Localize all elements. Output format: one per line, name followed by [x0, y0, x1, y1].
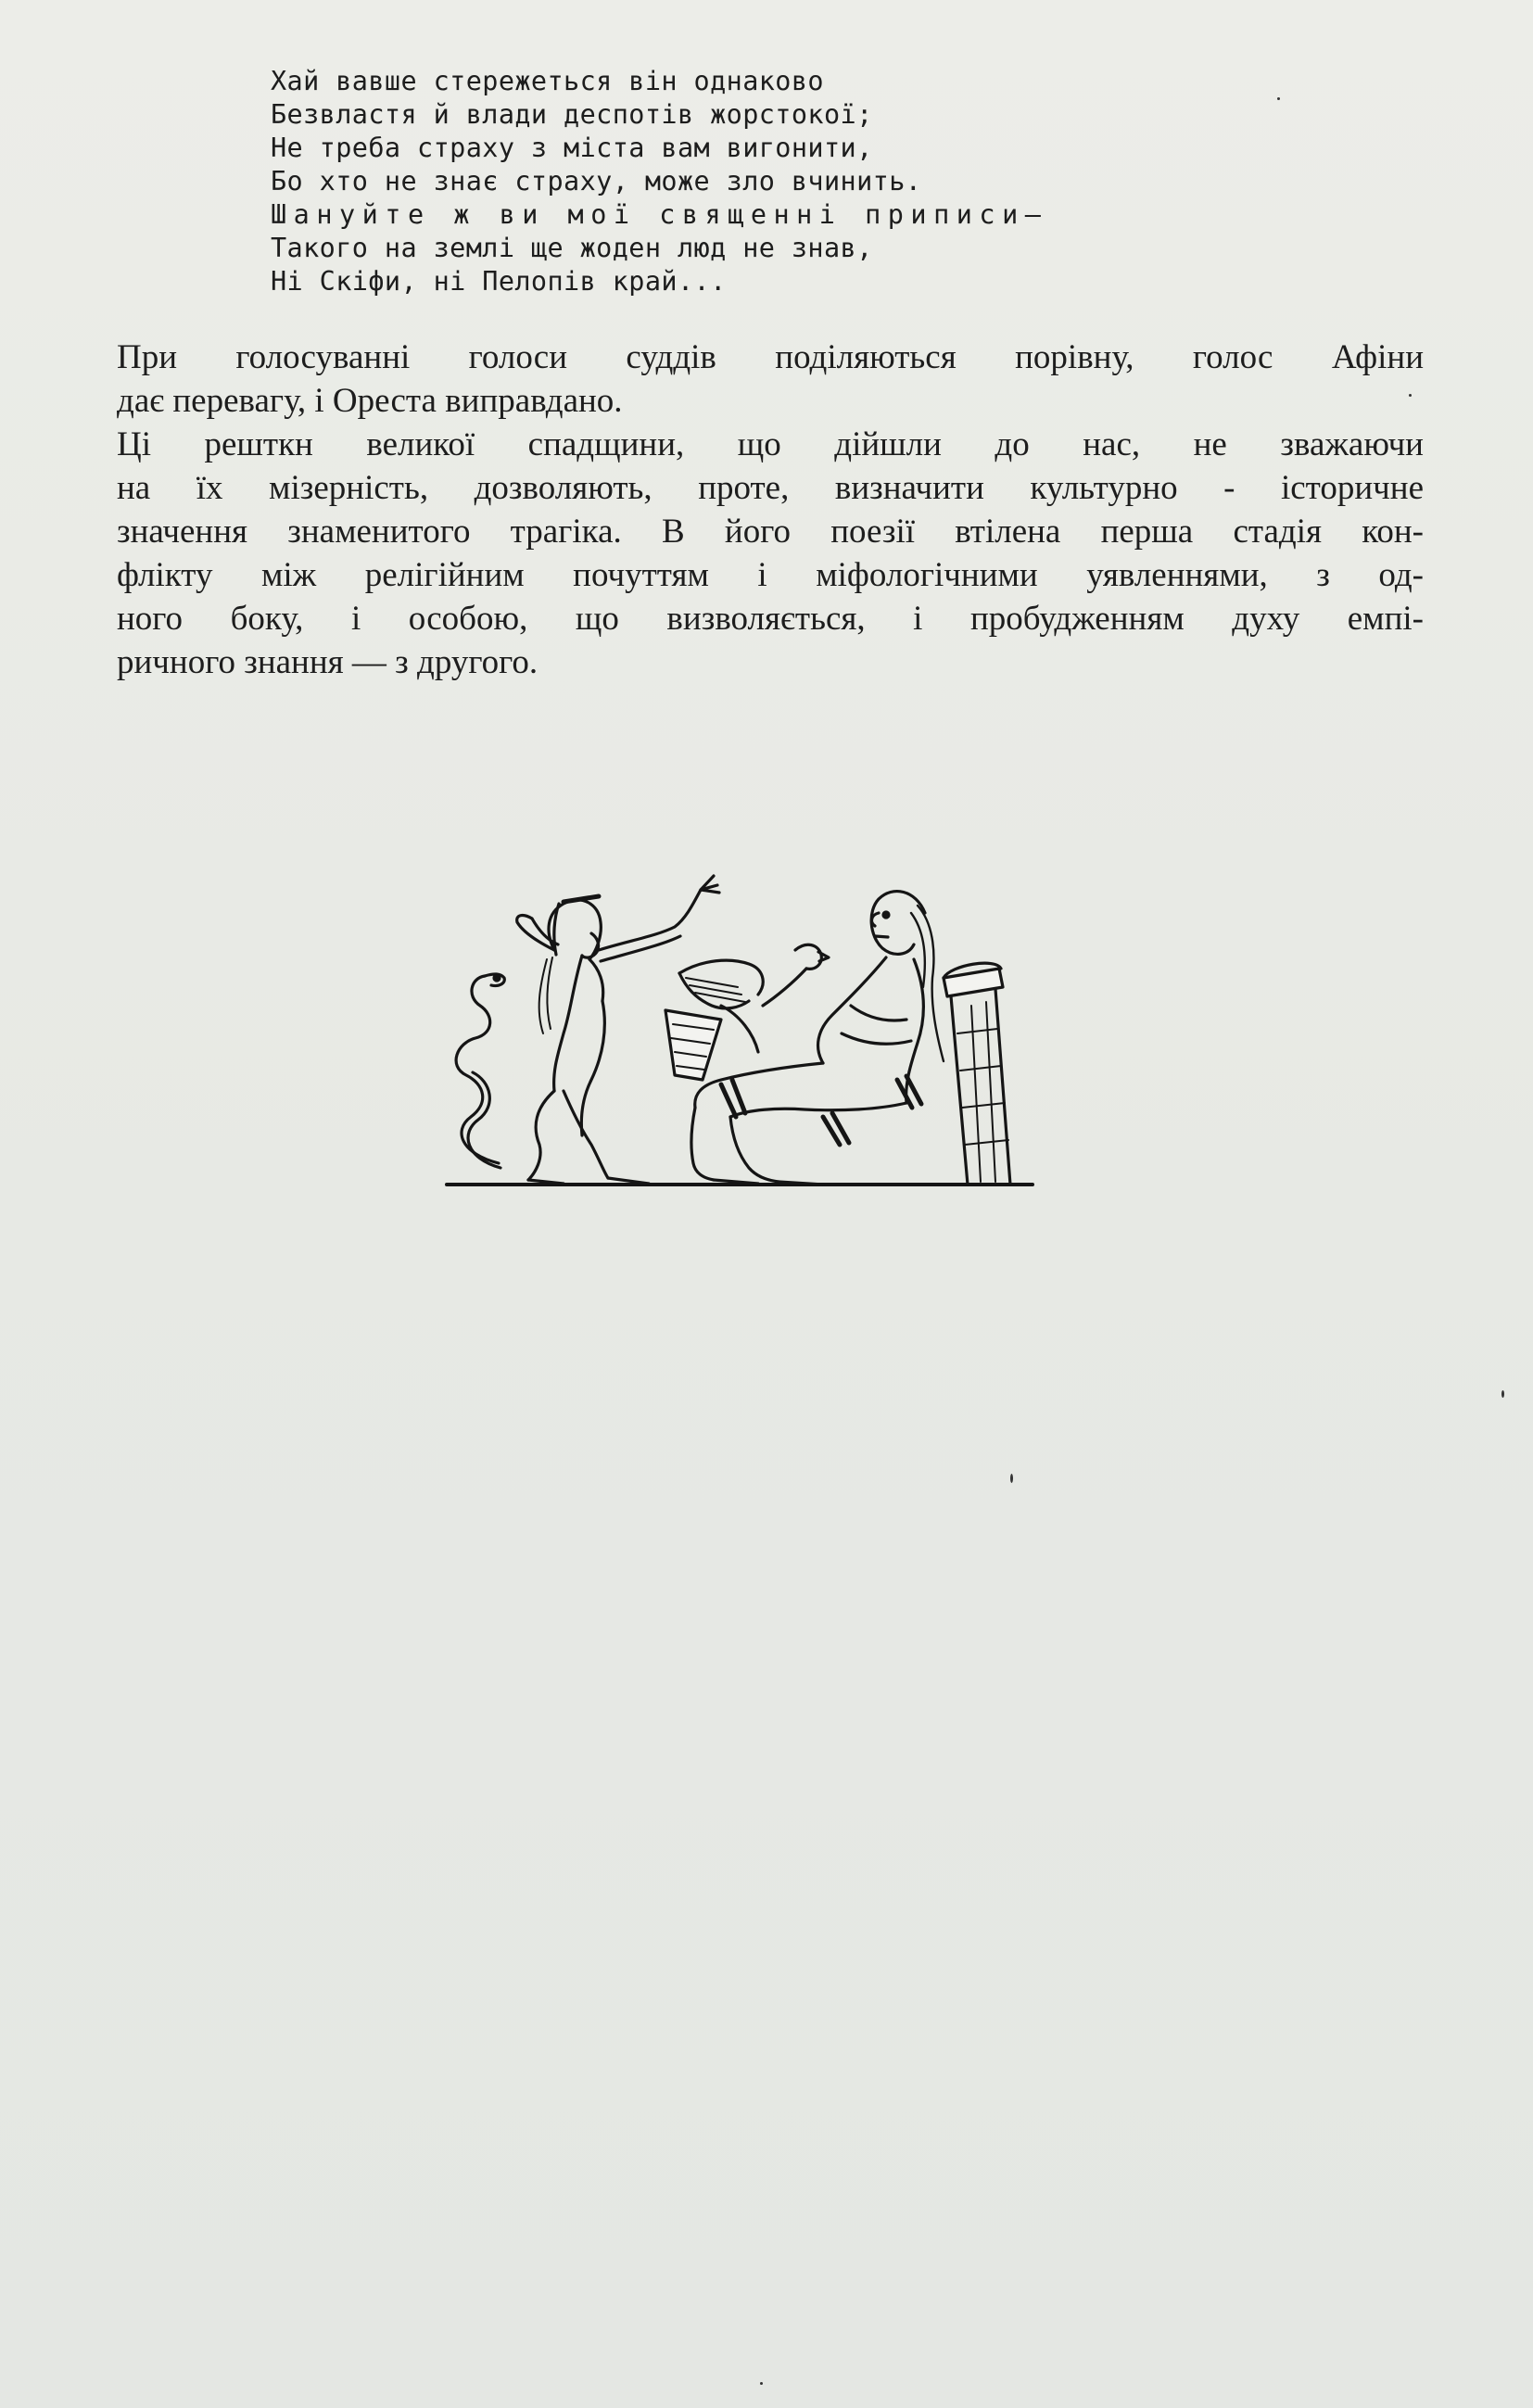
paper-speck — [760, 2382, 763, 2385]
text-line: ного боку, і особою, що визволяється, і пробудженням духу емпі- — [117, 600, 1424, 638]
paper-speck — [1501, 1390, 1504, 1398]
prose-block — [117, 336, 1424, 684]
text-line: ричного знання — з другого. — [117, 643, 538, 681]
prometheus-vase-painting-icon — [443, 848, 1036, 1186]
verse-line: Не треба страху з міста вам вигонити, — [271, 133, 873, 163]
text-line: значення знаменитого трагіка. В його поезії втілена перша стадія кон- — [117, 513, 1424, 551]
text-line: флікту між релігійним почуттям і міфологічними уявленнями, з од- — [117, 556, 1424, 594]
verse-line: Шануйте ж ви мої священні приписи— — [271, 199, 1048, 230]
paragraph-legacy — [117, 423, 1424, 684]
text-line: на їх мізерність, дозволяють, проте, визначити культурно - історичне — [117, 469, 1424, 507]
text-line: При голосуванні голоси суддів поділяються порівну, голос Афіни — [117, 338, 1424, 376]
paragraph-verdict — [117, 336, 1424, 423]
verse-block — [271, 65, 1309, 298]
verse-line: Хай вавше стережеться він однаково — [271, 66, 824, 96]
verse-line: Безвластя й влади деспотів жорстокої; — [271, 99, 873, 130]
text-line: Ці решткн великої спадщини, що дійшли до нас, не зважаючи — [117, 425, 1424, 463]
verse-line: Ні Скіфи, ні Пелопів край... — [271, 266, 727, 297]
verse-line: Такого на землі ще жоден люд не знав, — [271, 233, 873, 263]
paper-speck — [1277, 97, 1280, 100]
text-line: дає перевагу, і Ореста виправдано. — [117, 382, 623, 420]
paper-speck — [1409, 394, 1412, 397]
verse-line: Бо хто не знає страху, може зло вчинить. — [271, 166, 922, 196]
paper-speck — [1010, 1474, 1013, 1483]
